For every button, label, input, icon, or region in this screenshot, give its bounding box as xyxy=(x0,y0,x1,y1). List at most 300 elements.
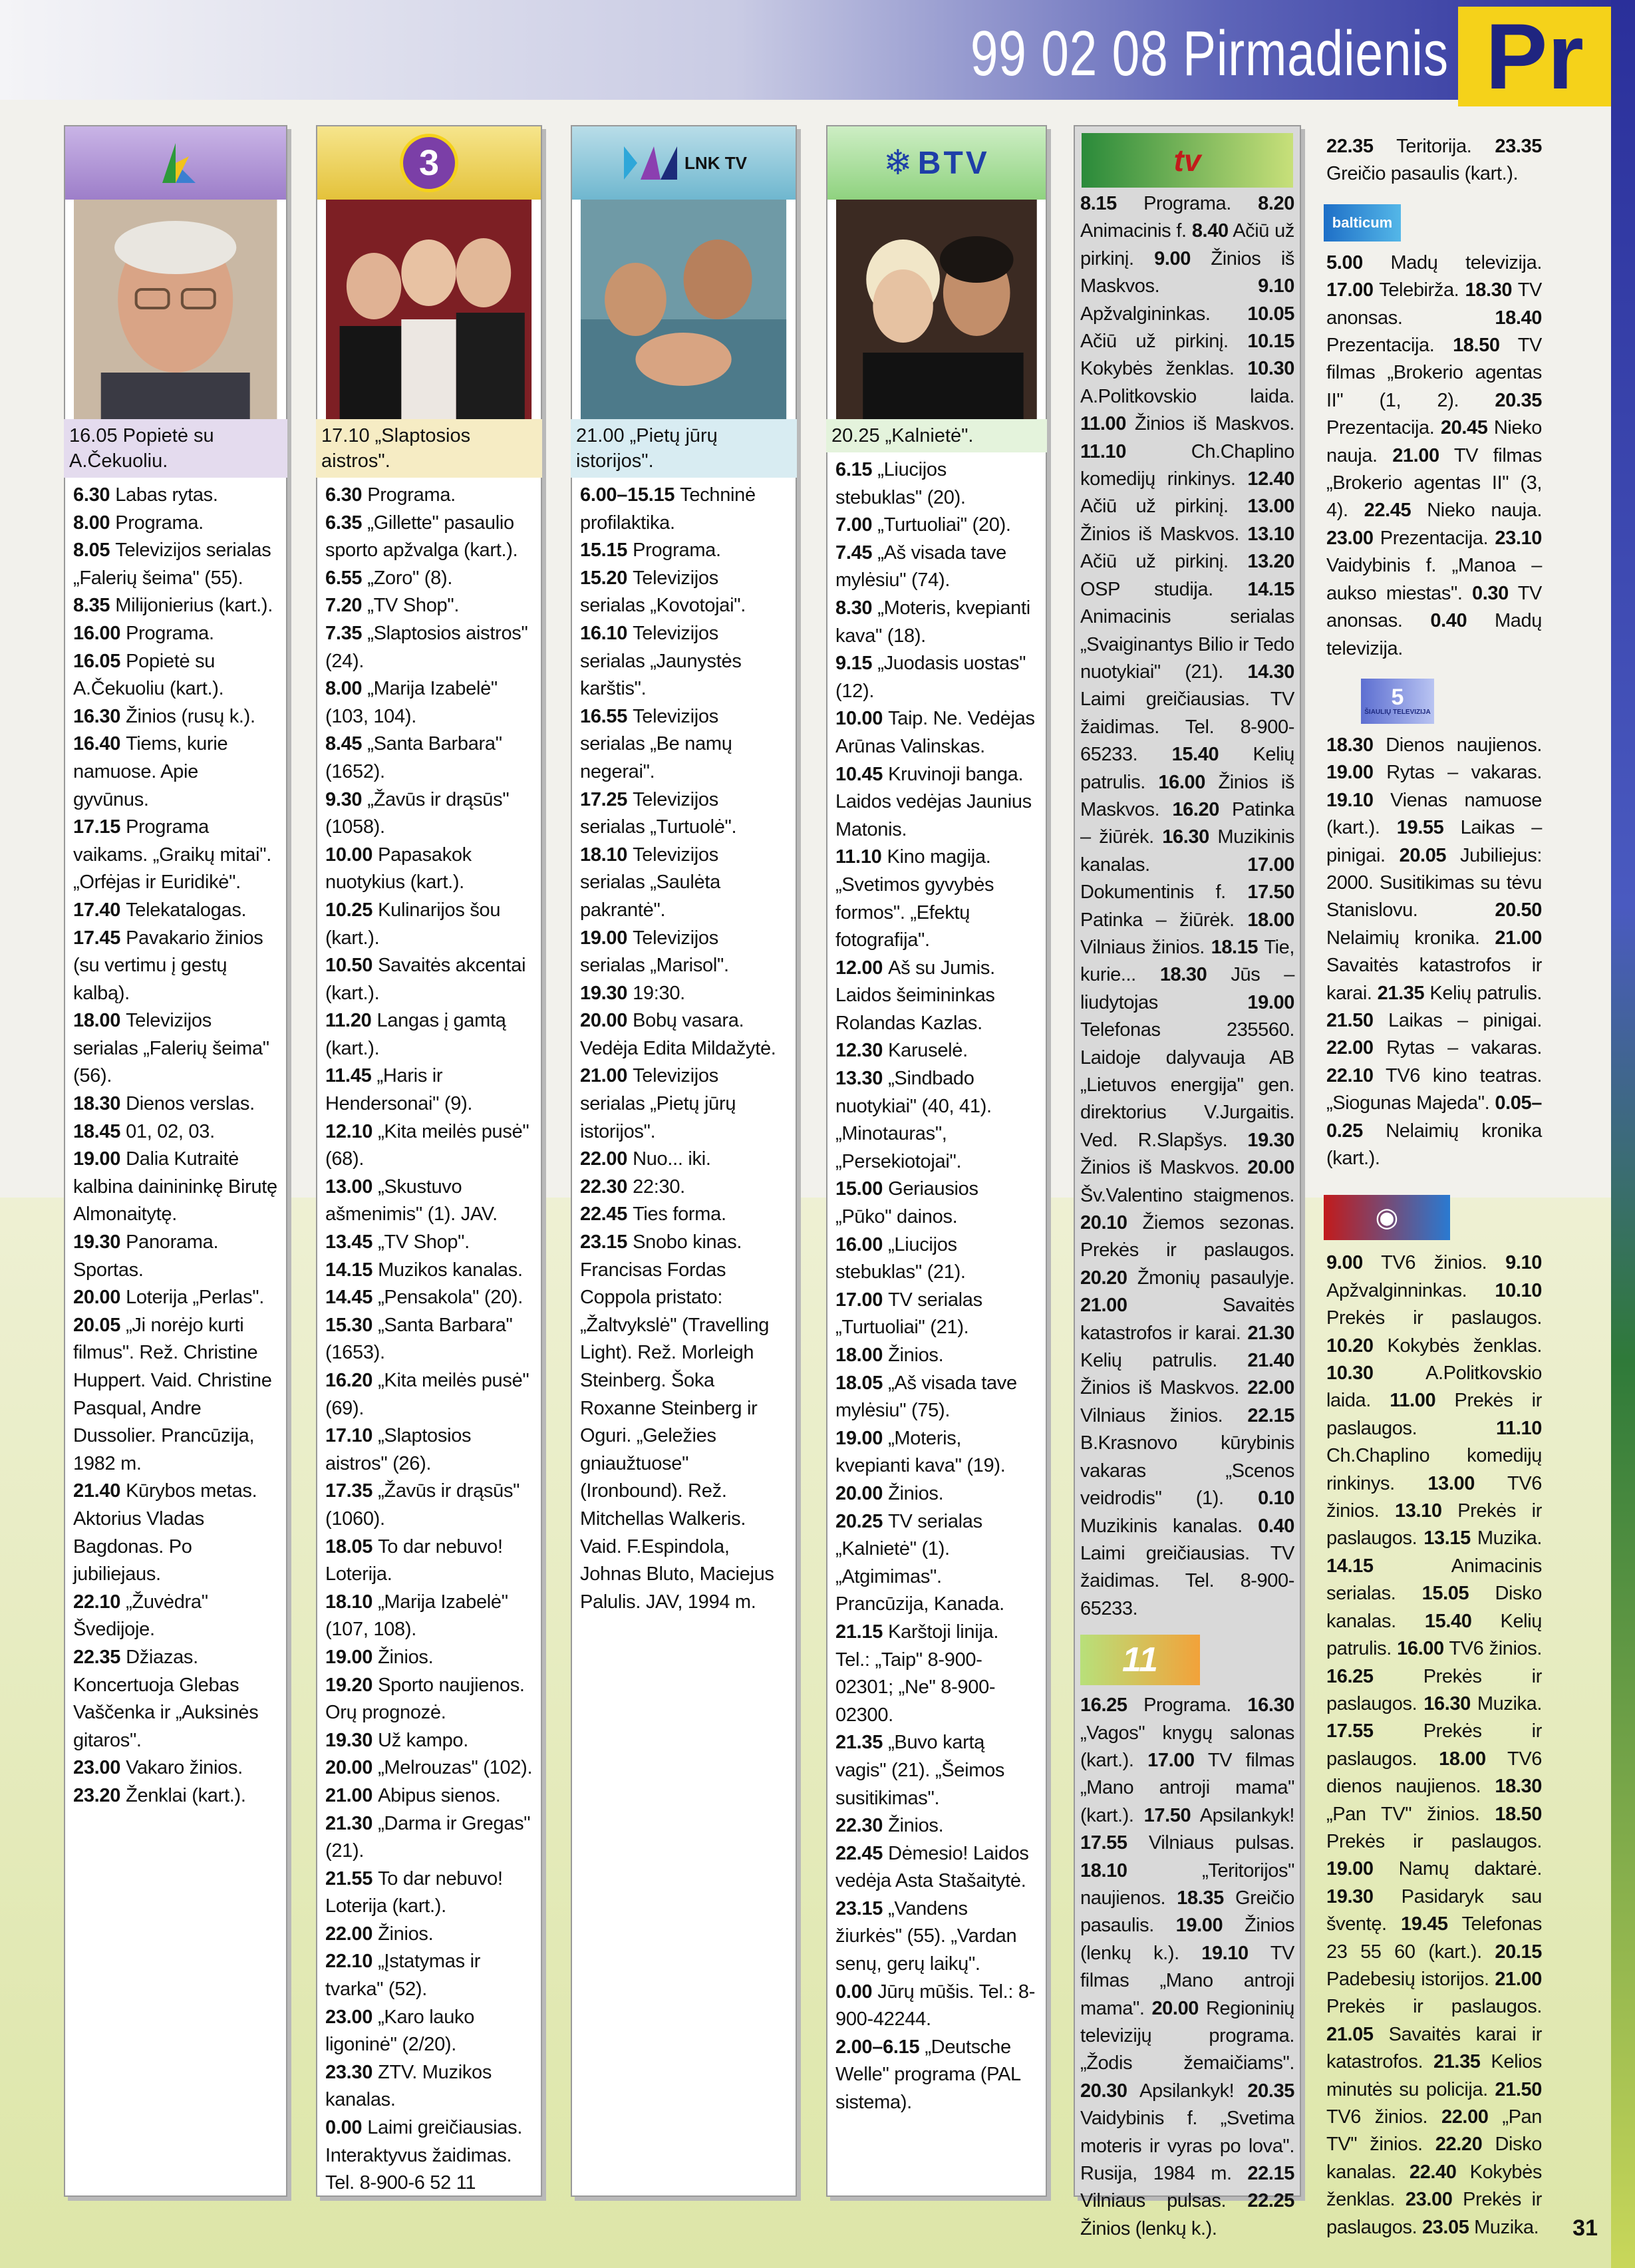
schedule-time: 0.00 xyxy=(325,2117,363,2139)
schedule-item xyxy=(325,592,533,620)
lrt-caption: 16.05 Popietė su A.Čekuoliu. xyxy=(64,419,287,478)
schedule-time: 7.00 xyxy=(835,514,873,536)
schedule-item xyxy=(325,510,533,565)
schedule-title: „Haris ir Hendersonai" (9). xyxy=(325,1065,473,1115)
lrt-logo xyxy=(65,126,286,200)
schedule-title: Snobo kinas. Francisas Fordas Coppola pristato: „Žaltvykslė" (Travelling Light). Rež. Morleigh Steinberg. Šoka Roxanne Steinberg ir Oguri. „Geležies gniaužtuose" (Ironbound). Rež. Mitchellas Walkeris. Vaid. F.Espindola, Johnas Bluto, Maciejus Palulis. JAV, 1994 m. xyxy=(580,1231,774,1613)
schedule-time: 19.30 xyxy=(325,1729,373,1751)
schedule-time: 14.45 xyxy=(325,1287,373,1309)
schedule-item xyxy=(325,1921,533,1949)
schedule-time: 16.40 xyxy=(73,733,121,755)
schedule-item xyxy=(73,1229,278,1284)
schedule-title: „Juodasis uostas" (12). xyxy=(835,653,1026,702)
balticum-logo-text: balticum xyxy=(1332,214,1393,231)
schedule-time: 12.30 xyxy=(835,1040,883,1062)
schedule-time: 11.20 xyxy=(325,1010,372,1032)
schedule-item xyxy=(325,786,533,842)
btv-logo-text: BTV xyxy=(917,145,990,181)
schedule-item xyxy=(835,1979,1038,2034)
schedule-item xyxy=(835,1425,1038,1480)
schedule-time: 10.00 xyxy=(325,844,373,866)
schedule-item xyxy=(325,1422,533,1478)
schedule-item xyxy=(580,620,788,703)
schedule-title: „Kita meilės pusė" (68). xyxy=(325,1120,529,1170)
schedule-title: TV serialas „Kalnietė" (1). „Atgimimas". Prancūzija, Kanada. xyxy=(835,1510,1004,1615)
schedule-time: 6.15 xyxy=(835,459,873,480)
schedule-item xyxy=(325,1865,533,1921)
schedule-title: „Marija Izabelė" (103, 104). xyxy=(325,678,498,727)
schedule-time: 14.15 xyxy=(325,1259,373,1281)
schedule-title: Žinios. xyxy=(378,1923,434,1945)
siauliu-logo-text: ŠIAULIŲ TELEVIZIJA xyxy=(1364,709,1431,717)
lrt-host-photo xyxy=(74,200,277,419)
schedule-time: 23.20 xyxy=(73,1784,121,1806)
schedule-time: 8.45 xyxy=(325,733,363,755)
schedule-title: Loterija „Perlas". xyxy=(126,1287,265,1309)
tv3-logo-icon: 3 xyxy=(400,134,458,192)
schedule-item xyxy=(325,1727,533,1755)
schedule-title: „Santa Barbara" (1653). xyxy=(325,1314,513,1364)
schedule-item xyxy=(580,1007,788,1062)
balticum-schedule-text: 5.00 Madų televizija. 17.00 Telebirža. 18.30 TV anonsas. 18.40 Prezentacija. 18.50 TV filmas „Brokerio agentas II" (1, 2). 20.35 Prezentacija. 20.45 Nieko nauja. 21.00 TV filmas „Brokerio agentas II" (3, 4). 22.45 Nieko nauja. 23.00 Prezentacija. 23.10 Vaidybinis f. „Manoa – aukso miestas". 0.30 TV anonsas. 0.40 Madų televizija. xyxy=(1326,251,1542,659)
right-edge-stripe xyxy=(1611,0,1635,2268)
schedule-item xyxy=(325,1062,533,1118)
schedule-title: Programa. xyxy=(126,622,214,644)
schedule-title: TV serialas „Turtuoliai" (21). xyxy=(835,1289,982,1339)
schedule-item xyxy=(835,1508,1038,1619)
tv11-schedule-text: 16.25 Programa. 16.30 „Vagos" knygų salonas (kart.). 17.00 TV filmas „Mano antroji mama" (kart.). 17.50 Apsilankyk! 17.55 Vilniaus pulsas. 18.10 „Teritorijos" naujienos. 18.35 Greičio pasaulis. 19.00 Žinios (lenkų k.). 19.10 TV filmas „Mano antroji mama". 20.00 Regioninių televizijų programa. „Žodis žemaičiams". 20.30 Apsilankyk! 20.35 Vaidybinis f. „Svetima moteris ir vyras po lova". Rusija, 1984 m. 22.15 Vilniaus pulsas. 22.25 Žinios (lenkų k.). xyxy=(1080,1695,1295,2239)
schedule-item xyxy=(835,844,1038,954)
schedule-title: „Ji norėjo kurti filmus". Rež. Christine Huppert. Vaid. Christine Pasqual, Andre Dussolier. Prancūzija, 1982 m. xyxy=(73,1314,272,1474)
schedule-title: To dar nebuvo! Loterija. xyxy=(325,1536,503,1585)
schedule-item xyxy=(580,537,788,565)
schedule-item xyxy=(835,540,1038,595)
schedule-time: 20.00 xyxy=(835,1482,883,1504)
schedule-item xyxy=(325,1257,533,1285)
schedule-item xyxy=(580,1146,788,1174)
schedule-item xyxy=(835,1342,1038,1370)
schedule-time: 11.10 xyxy=(835,846,882,868)
siauliu-logo xyxy=(1361,679,1434,724)
schedule-item xyxy=(325,1312,533,1367)
schedule-item xyxy=(325,1007,533,1062)
schedule-time: 21.15 xyxy=(835,1621,883,1643)
schedule-title: „Melrouzas" (102). xyxy=(378,1757,533,1779)
schedule-title: „Turtuoliai" (20). xyxy=(877,514,1011,536)
schedule-title: 19:30. xyxy=(633,982,685,1004)
schedule-title: „Sindbado nuotykiai" (40, 41). „Minotauras", „Persekiotojai". xyxy=(835,1068,992,1172)
btv-show-photo xyxy=(836,200,1037,419)
schedule-title: Televizijos serialas „Falerių šeima" (56). xyxy=(73,1010,269,1087)
schedule-title: Programa vaikams. „Graikų mitai". „Orfėjas ir Euridikė". xyxy=(73,816,271,893)
schedule-title: Techninė profilaktika. xyxy=(580,484,756,534)
schedule-time: 17.40 xyxy=(73,899,121,921)
schedule-time: 22.10 xyxy=(325,1951,373,1973)
schedule-item xyxy=(73,897,278,925)
lnk-listing xyxy=(572,478,796,1616)
schedule-item xyxy=(325,1672,533,1727)
schedule-title: Pavakario žinios (su vertimu į gestų kalbą). xyxy=(73,927,263,1004)
schedule-title: Geriausios „Pūko" dainos. xyxy=(835,1178,978,1228)
schedule-title: Žinios. xyxy=(888,1815,944,1837)
schedule-time: 18.10 xyxy=(325,1591,373,1613)
schedule-item xyxy=(325,1534,533,1589)
schedule-item xyxy=(73,482,278,510)
schedule-title: „Aš visada tave mylėsiu" (74). xyxy=(835,542,1007,591)
schedule-title: „Darma ir Gregas" (21). xyxy=(325,1812,531,1862)
schedule-time: 7.35 xyxy=(325,622,363,644)
schedule-time: 10.50 xyxy=(325,955,373,977)
schedule-title: „Aš visada tave mylėsiu" (75). xyxy=(835,1372,1017,1422)
lnk-caption: 21.00 „Pietų jūrų istorijos". xyxy=(571,419,797,478)
schedule-time: 6.35 xyxy=(325,512,363,534)
schedule-time: 7.20 xyxy=(325,595,363,617)
schedule-time: 19.00 xyxy=(580,927,628,949)
schedule-title: „TV Shop". xyxy=(378,1231,470,1253)
schedule-time: 12.00 xyxy=(835,957,883,979)
schedule-time: 17.25 xyxy=(580,788,628,810)
schedule-time: 16.30 xyxy=(73,705,121,727)
schedule-item xyxy=(325,1284,533,1312)
schedule-item xyxy=(325,842,533,897)
regional-top-text: 22.35 Teritorija. 23.35 Greičio pasaulis (kart.). xyxy=(1326,136,1542,185)
schedule-title: Karštoji linija. Tel.: „Taip" 8-900-02301; „Ne" 8-900-02300. xyxy=(835,1621,999,1726)
schedule-title: Dalia Kutraitė kalbina dainininkę Birutę Almonaitytę. xyxy=(73,1148,277,1225)
schedule-item xyxy=(325,1782,533,1810)
schedule-title: Programa. xyxy=(633,540,721,562)
schedule-title: Taip. Ne. Vedėjas Arūnas Valinskas. xyxy=(835,708,1035,757)
schedule-item xyxy=(73,1754,278,1782)
schedule-title: Tiems, kurie namuose. Apie gyvūnus. xyxy=(73,733,228,810)
schedule-title: 01, 02, 03. xyxy=(126,1120,215,1142)
schedule-title: Ženklai (kart.). xyxy=(126,1784,246,1806)
schedule-time: 13.00 xyxy=(325,1176,373,1198)
schedule-time: 18.10 xyxy=(580,844,628,866)
tv3-caption: 17.10 „Slaptosios aistros". xyxy=(316,419,542,478)
schedule-time: 6.00–15.15 xyxy=(580,484,675,506)
schedule-item xyxy=(580,482,788,537)
schedule-time: 16.10 xyxy=(580,622,628,644)
schedule-time: 23.00 xyxy=(325,2006,373,2028)
schedule-item xyxy=(325,675,533,730)
schedule-title: Žinios (rusų k.). xyxy=(126,705,255,727)
schedule-item xyxy=(73,1284,278,1312)
schedule-item xyxy=(325,1589,533,1644)
schedule-title: „Buvo kartą vagis" (21). „Šeimos susitikimas". xyxy=(835,1732,1005,1809)
schedule-title: Bobų vasara. Vedėja Edita Mildažytė. xyxy=(580,1010,776,1059)
schedule-item xyxy=(325,2059,533,2114)
schedule-item xyxy=(325,620,533,675)
schedule-item xyxy=(325,897,533,952)
tv6-logo-icon: ◉ xyxy=(1375,1203,1399,1233)
schedule-item xyxy=(325,565,533,593)
tv3-listing xyxy=(317,478,541,2197)
schedule-item xyxy=(835,1231,1038,1287)
schedule-title: 22:30. xyxy=(633,1176,685,1198)
schedule-time: 12.10 xyxy=(325,1120,373,1142)
schedule-item xyxy=(325,1754,533,1782)
schedule-time: 20.00 xyxy=(73,1287,121,1309)
schedule-item xyxy=(835,2034,1038,2117)
schedule-title: Televizijos serialas „Kovotojai". xyxy=(580,567,746,617)
schedule-item xyxy=(73,1118,278,1146)
channel-column-btv xyxy=(826,125,1047,2197)
schedule-item xyxy=(73,620,278,648)
schedule-title: Milijonierius (kart.). xyxy=(115,595,273,617)
schedule-time: 8.00 xyxy=(325,678,363,700)
schedule-time: 6.30 xyxy=(73,484,110,506)
channel-column-lrt xyxy=(64,125,287,2197)
schedule-title: Popietė su A.Čekuoliu (kart.). xyxy=(73,650,224,700)
schedule-item xyxy=(835,512,1038,540)
schedule-time: 21.00 xyxy=(325,1784,373,1806)
schedule-item xyxy=(835,1812,1038,1840)
schedule-title: Savaitės akcentai (kart.). xyxy=(325,955,526,1004)
schedule-time: 19.00 xyxy=(73,1148,121,1170)
schedule-item xyxy=(835,1176,1038,1231)
schedule-title: Televizijos serialas „Marisol". xyxy=(580,927,729,977)
schedule-title: „Deutsche Welle" programa (PAL sistema). xyxy=(835,2036,1020,2114)
schedule-title: „Slaptosios aistros" (26). xyxy=(325,1425,472,1474)
schedule-time: 23.00 xyxy=(73,1757,121,1779)
schedule-title: „Santa Barbara" (1652). xyxy=(325,733,502,782)
schedule-title: „Įstatymas ir tvarka" (52). xyxy=(325,1951,481,2001)
schedule-time: 20.05 xyxy=(73,1314,121,1336)
schedule-title: Vakaro žinios. xyxy=(126,1757,243,1779)
schedule-title: Abipus sienos. xyxy=(378,1784,501,1806)
schedule-title: „Marija Izabelė" (107, 108). xyxy=(325,1591,508,1641)
schedule-item xyxy=(73,1478,278,1588)
schedule-title: ZTV. Muzikos kanalas. xyxy=(325,2061,492,2111)
schedule-title: Kūrybos metas. Aktorius Vladas Bagdonas. Po jubiliejaus. xyxy=(73,1480,257,1585)
schedule-time: 18.05 xyxy=(835,1372,883,1394)
schedule-title: Sporto naujienos. Orų prognozė. xyxy=(325,1674,525,1724)
schedule-item xyxy=(835,1619,1038,1729)
schedule-title: Laimi greičiausias. Interaktyvus žaidimas. Tel. 8-900-6 52 11 xyxy=(325,2117,523,2194)
schedule-item xyxy=(73,1589,278,1644)
schedule-item xyxy=(835,1840,1038,1895)
schedule-time: 21.35 xyxy=(835,1732,883,1754)
schedule-item xyxy=(325,730,533,786)
schedule-item xyxy=(835,1729,1038,1812)
schedule-item xyxy=(835,456,1038,512)
schedule-time: 18.00 xyxy=(835,1345,883,1366)
schedule-title: „Moteris, kvepianti kava" (18). xyxy=(835,597,1030,647)
schedule-time: 2.00–6.15 xyxy=(835,2036,920,2058)
schedule-item xyxy=(835,1037,1038,1065)
schedule-time: 20.00 xyxy=(580,1010,628,1032)
schedule-title: Muzikos kanalas. xyxy=(378,1259,523,1281)
schedule-item xyxy=(325,952,533,1007)
siauliu-logo-icon: 5 xyxy=(1391,685,1404,711)
btv-listing xyxy=(827,452,1046,2117)
channel-column-lnk xyxy=(571,125,797,2197)
schedule-item xyxy=(835,595,1038,650)
schedule-time: 11.45 xyxy=(325,1065,372,1087)
schedule-time: 19.00 xyxy=(325,1646,373,1668)
schedule-time: 15.30 xyxy=(325,1314,373,1336)
schedule-item xyxy=(325,1367,533,1422)
lrt-listing xyxy=(65,478,286,1810)
schedule-time: 16.05 xyxy=(73,650,121,672)
schedule-title: „Žuvėdra" Švedijoje. xyxy=(73,1591,208,1641)
schedule-time: 16.55 xyxy=(580,705,628,727)
schedule-title: „Vandens žiurkės" (55). „Vardan senų, gerų laikų". xyxy=(835,1897,1017,1975)
schedule-item xyxy=(73,1312,278,1478)
schedule-title: Kulinarijos šou (kart.). xyxy=(325,899,501,949)
schedule-item xyxy=(73,592,278,620)
schedule-item xyxy=(580,842,788,925)
schedule-title: Programa. xyxy=(367,484,456,506)
schedule-title: „Žavūs ir drąsūs" (1058). xyxy=(325,788,510,838)
schedule-title: „Pensakola" (20). xyxy=(378,1287,523,1309)
schedule-title: Televizijos serialas „Jaunystės karštis". xyxy=(580,622,742,700)
tv6-schedule-text: 9.00 TV6 žinios. 9.10 Apžvalginninkas. 10.10 Prekės ir paslaugos. 10.20 Kokybės ženklas. 10.30 A.Politkovskio laida. 11.00 Prekės ir paslaugos. 11.10 Ch.Chaplino komedijų rinkinys. 13.00 TV6 žinios. 13.10 Prekės ir paslaugos. 13.15 Muzika. 14.15 Animacinis serialas. 15.05 Disko kanalas. 15.40 Kelių patrulis. 16.00 TV6 žinios. 16.25 Prekės ir paslaugos. 16.30 Muzika. 17.55 Prekės ir paslaugos. 18.00 TV6 dienos naujienos. 18.30 „Pan TV" žinios. 18.50 Prekės ir paslaugos. 19.00 Namų daktarė. 19.30 Pasidaryk sau šventę. 19.45 Telefonas 23 55 60 (kart.). 20.15 Padebesių istorijos. 21.00 Prekės ir paslaugos. 21.05 Savaitės karai ir katastrofos. 21.35 Kelios minutės su policija. 21.50 TV6 žinios. 22.00 „Pan TV" žinios. 22.20 Disko kanalas. 22.40 Kokybės ženklas. 23.00 Prekės ir paslaugos. 23.05 Muzika. xyxy=(1326,1252,1543,2238)
schedule-item xyxy=(580,1062,788,1146)
schedule-item xyxy=(325,1478,533,1533)
schedule-title: Kruvinoji banga. Laidos vedėjas Jaunius Matonis. xyxy=(835,763,1032,840)
schedule-time: 22.30 xyxy=(580,1176,628,1198)
channel-column-tv3 xyxy=(316,125,542,2197)
schedule-time: 9.15 xyxy=(835,653,873,675)
snowflake-icon: ❄ xyxy=(883,144,913,182)
schedule-title: Džiazas. Koncertuoja Glebas Vaščenka ir „Auksinės gitaros". xyxy=(73,1646,259,1751)
schedule-time: 16.00 xyxy=(73,622,121,644)
schedule-title: „Kita meilės pusė" (69). xyxy=(325,1370,529,1419)
schedule-item xyxy=(325,1810,533,1865)
schedule-title: „Liucijos stebuklas" (21). xyxy=(835,1233,966,1283)
schedule-item xyxy=(73,730,278,814)
tv-logo xyxy=(1082,133,1293,188)
schedule-time: 17.45 xyxy=(73,927,121,949)
lnk-show-photo xyxy=(581,200,786,419)
schedule-item xyxy=(835,761,1038,844)
schedule-item xyxy=(325,2114,533,2197)
lrt-logo-icon xyxy=(149,136,202,190)
schedule-time: 15.15 xyxy=(580,540,628,562)
schedule-title: Žinios. xyxy=(378,1646,434,1668)
balticum-logo xyxy=(1324,204,1401,242)
day-badge: Pr xyxy=(1458,7,1611,106)
schedule-time: 8.00 xyxy=(73,512,110,534)
siauliu-schedule-text: 18.30 Dienos naujienos. 19.00 Rytas – vakaras. 19.10 Vienas namuose (kart.). 19.55 Laikas – pinigai. 20.05 Jubiliejus: 2000. Susitikimas su tėvu Stanislovu. 20.50 Nelaimių kronika. 21.00 Savaitės katastrofos ir karai. 21.35 Kelių patrulis. 21.50 Laikas – pinigai. 22.00 Rytas – vakaras. 22.10 TV6 kino teatras. „Siogunas Majeda". 0.05–0.25 Nelaimių kronika (kart.). xyxy=(1326,734,1542,1169)
schedule-item xyxy=(325,1644,533,1672)
schedule-item xyxy=(580,925,788,980)
lnk-logo-icon xyxy=(621,140,680,186)
schedule-time: 22.10 xyxy=(73,1591,121,1613)
schedule-title: Dėmesio! Laidos vedėja Asta Stašaitytė. xyxy=(835,1842,1029,1892)
schedule-time: 20.25 xyxy=(835,1510,883,1532)
schedule-time: 18.00 xyxy=(73,1010,121,1032)
schedule-title: „Skustuvo ašmenimis" (1). JAV. xyxy=(325,1176,498,1225)
schedule-item xyxy=(325,482,533,510)
lnk-logo-text: LNK TV xyxy=(684,152,747,173)
schedule-time: 15.00 xyxy=(835,1178,883,1200)
schedule-time: 21.00 xyxy=(580,1065,628,1087)
schedule-time: 22.30 xyxy=(835,1815,883,1837)
schedule-title: Karuselė. xyxy=(888,1040,968,1062)
schedule-time: 19.20 xyxy=(325,1674,373,1696)
schedule-item xyxy=(325,1118,533,1174)
tv-logo-icon: tv xyxy=(1173,143,1201,178)
channel-column-regional xyxy=(1321,130,1547,2238)
schedule-time: 13.45 xyxy=(325,1231,373,1253)
schedule-title: Dienos verslas. xyxy=(126,1093,255,1115)
schedule-time: 8.35 xyxy=(73,595,110,617)
schedule-item xyxy=(73,1007,278,1090)
schedule-time: 21.55 xyxy=(325,1867,373,1889)
schedule-time: 9.30 xyxy=(325,788,363,810)
schedule-item xyxy=(73,648,278,703)
schedule-item xyxy=(73,1090,278,1118)
schedule-title: Programa. xyxy=(115,512,204,534)
schedule-title: „Moteris, kvepianti kava" (19). xyxy=(835,1427,1006,1477)
schedule-item xyxy=(835,1480,1038,1508)
schedule-time: 22.00 xyxy=(580,1148,628,1170)
schedule-time: 16.20 xyxy=(325,1370,373,1391)
schedule-item xyxy=(580,1174,788,1202)
schedule-time: 6.30 xyxy=(325,484,363,506)
schedule-title: Už kampo. xyxy=(378,1729,468,1751)
schedule-title: Aš su Jumis. Laidos šeimininkas Rolandas Kazlas. xyxy=(835,957,995,1034)
tv-schedule-text: 8.15 Programa. 8.20 Animacinis f. 8.40 Ačiū už pirkinį. 9.00 Žinios iš Maskvos. 9.10 Apžvalgininkas. 10.05 Ačiū už pirkinį. 10.15 Kokybės ženklas. 10.30 A.Politkovskio laida. 11.00 Žinios iš Maskvos. 11.10 Ch.Chaplino komedijų rinkinys. 12.40 Ačiū už pirkinį. 13.00 Žinios iš Maskvos. 13.10 Ačiū už pirkinį. 13.20 OSP studija. 14.15 Animacinis serialas „Svaiginantys Bilio ir Tedo nuotykiai" (21). 14.30 Laimi greičiausias. TV žaidimas. Tel. 8-900-65233. 15.40 Kelių patrulis. 16.00 Žinios iš Maskvos. 16.20 Patinka – žiūrėk. 16.30 Muzikinis kanalas. 17.00 Dokumentinis f. 17.50 Patinka – žiūrėk. 18.00 Vilniaus žinios. 18.15 Tie, kurie... 18.30 Jūs – liudytojas 19.00 Telefonas 235560. Laidoje dalyvauja AB „Lietuvos energija" gen. direktorius V.Jurgaitis. Ved. R.Slapšys. 19.30 Žinios iš Maskvos. 20.00 Šv.Valentino staigmenos. 20.10 Žiemos sezonas. Prekės ir paslaugos. 20.20 Žmonių pasaulyje. 21.00 Savaitės katastrofos ir karai. 21.30 Kelių patrulis. 21.40 Žinios iš Maskvos. 22.00 Vilniaus žinios. 22.15 B.Krasnovo kūrybinis vakaras „Scenos veidrodis" (1). 0.10 Muzikinis kanalas. 0.40 Laimi greičiausias. TV žaidimas. Tel. 8-900-65233. xyxy=(1080,193,1295,1619)
schedule-item xyxy=(325,1174,533,1229)
schedule-item xyxy=(835,1370,1038,1425)
schedule-title: Televizijos serialas „Turtuolė". xyxy=(580,788,737,838)
schedule-item xyxy=(835,1287,1038,1342)
schedule-title: „Zoro" (8). xyxy=(367,567,453,589)
schedule-item xyxy=(835,650,1038,705)
tv11-logo xyxy=(1080,1635,1200,1685)
schedule-title: Telekatalogas. xyxy=(126,899,247,921)
schedule-title: Televizijos serialas „Saulėta pakrantė". xyxy=(580,844,720,921)
schedule-title: Ties forma. xyxy=(633,1204,726,1225)
schedule-time: 17.35 xyxy=(325,1480,373,1502)
schedule-time: 10.45 xyxy=(835,763,883,785)
schedule-time: 23.15 xyxy=(580,1231,628,1253)
btv-logo xyxy=(827,126,1046,200)
schedule-time: 18.05 xyxy=(325,1536,373,1557)
schedule-time: 10.00 xyxy=(835,708,883,730)
schedule-time: 17.10 xyxy=(325,1425,373,1447)
schedule-item xyxy=(580,1229,788,1616)
schedule-title: „TV Shop". xyxy=(367,595,460,617)
schedule-item xyxy=(325,1948,533,2003)
schedule-time: 19.30 xyxy=(73,1231,121,1253)
schedule-title: Žinios. xyxy=(888,1482,944,1504)
lnk-logo xyxy=(572,126,796,200)
tv6-logo xyxy=(1324,1195,1450,1240)
schedule-title: Panorama. Sportas. xyxy=(73,1231,219,1281)
schedule-item xyxy=(580,1201,788,1229)
schedule-title: Labas rytas. xyxy=(115,484,218,506)
schedule-item xyxy=(580,786,788,842)
schedule-title: „Žavūs ir drąsūs" (1060). xyxy=(325,1480,520,1530)
schedule-item xyxy=(73,814,278,897)
schedule-time: 18.30 xyxy=(73,1093,121,1115)
date-title: 99 02 08 Pirmadienis xyxy=(970,18,1449,89)
schedule-title: Televizijos serialas „Pietų jūrų istorijos". xyxy=(580,1065,736,1142)
schedule-item xyxy=(580,980,788,1008)
schedule-time: 18.45 xyxy=(73,1120,121,1142)
schedule-time: 20.00 xyxy=(325,1757,373,1779)
schedule-item xyxy=(835,1065,1038,1176)
schedule-item xyxy=(835,705,1038,760)
page-number: 31 xyxy=(1572,2215,1598,2241)
schedule-title: Kino magija. „Svetimos gyvybės formos". „Efektų fotografija". xyxy=(835,846,994,951)
schedule-time: 22.00 xyxy=(325,1923,373,1945)
schedule-title: Papasakok nuotykius (kart.). xyxy=(325,844,472,893)
